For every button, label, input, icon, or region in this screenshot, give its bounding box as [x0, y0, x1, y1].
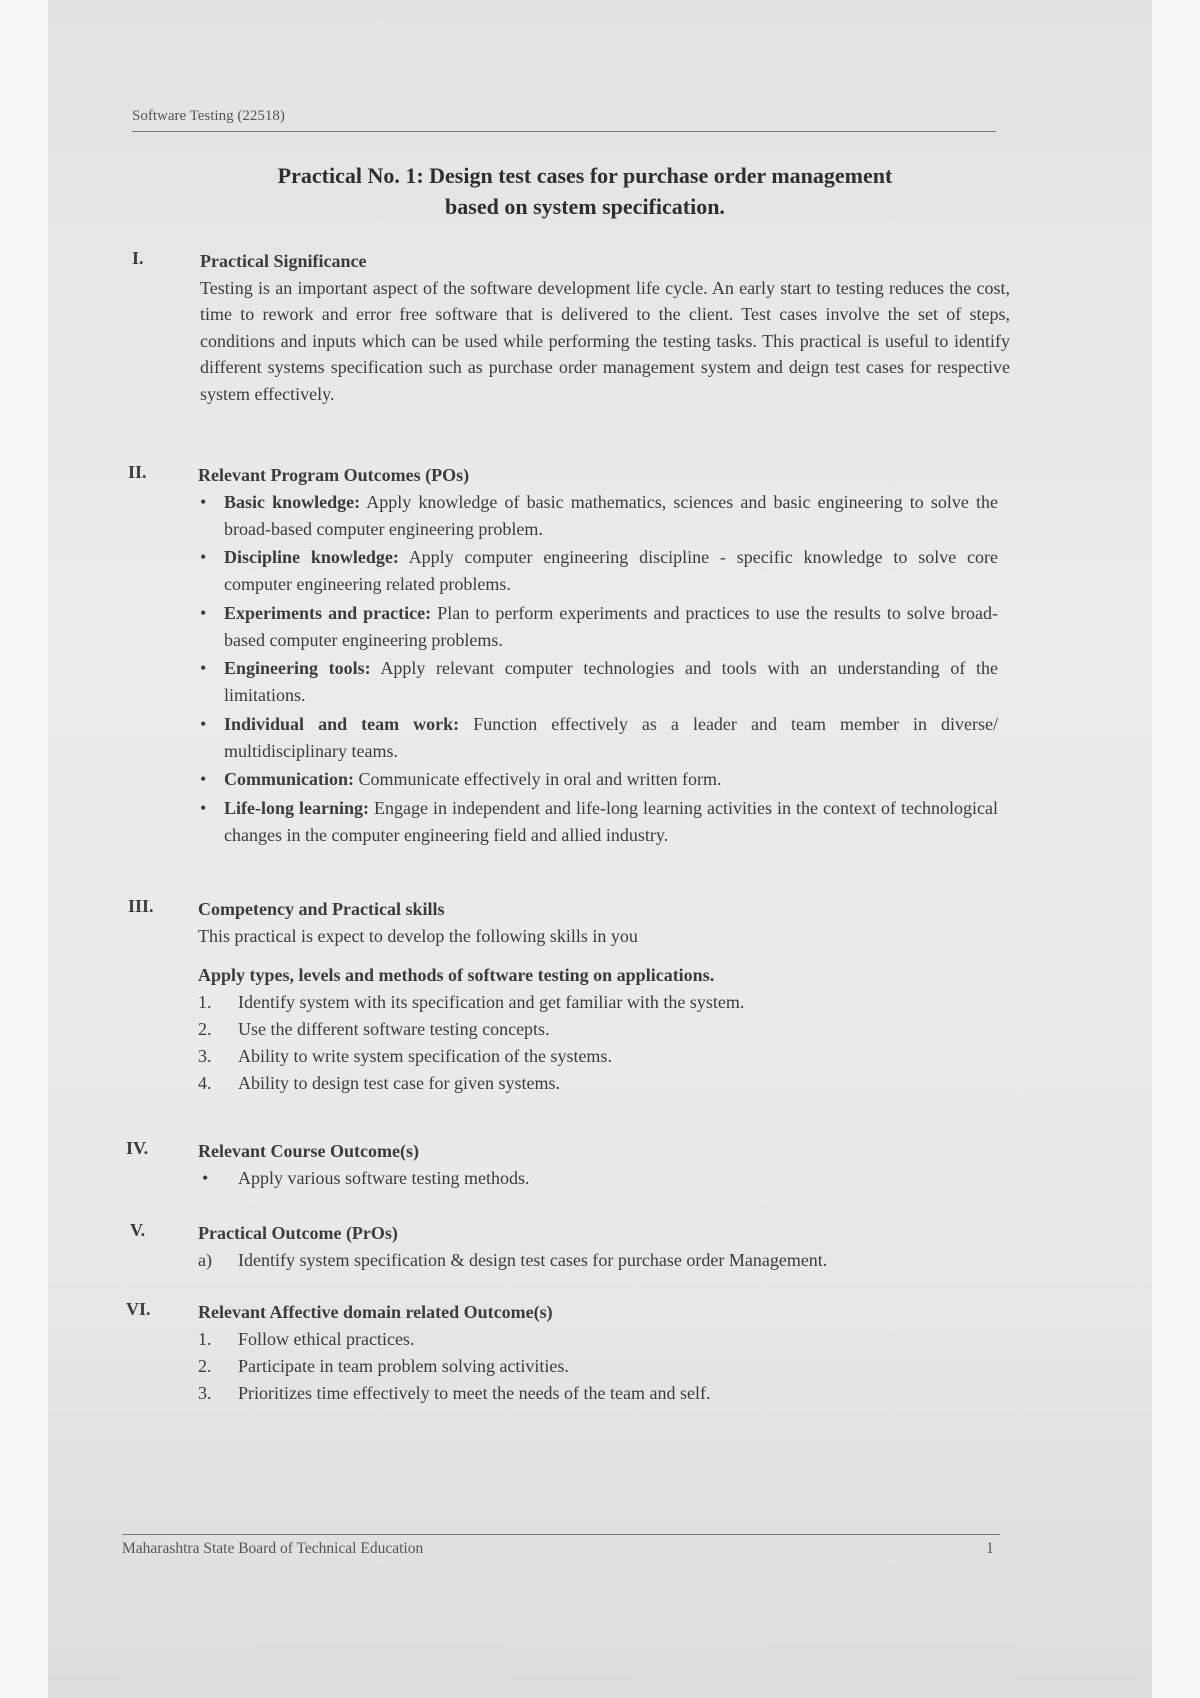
outcome-text: Plan to perform experiments and practices to use the results to solve broad-based computer engineering problems.: [224, 602, 998, 650]
outcome-term: Individual and team work:: [224, 713, 460, 734]
footer-page-number: 1: [986, 1540, 994, 1557]
outcome-term: Discipline knowledge:: [224, 547, 399, 567]
section-paragraph: Testing is an important aspect of the software development life cycle. An early start to testing reduces the cost, time to rework and error free software that is delivered to the client. Test cases involve the set of steps, conditions and inputs which can be used while performing the testing tasks. This practical is useful to identify different systems specification such as purchase order management system and deign test cases for respective system effectively.: [200, 277, 1010, 404]
list-item: [198, 655, 998, 709]
list-item: [198, 1016, 998, 1043]
outcome-text: Engage in independent and life-long learning activities in the context of technological changes in the computer engineering field and allied industry.: [224, 797, 998, 845]
item-number: 1.: [198, 1328, 212, 1349]
item-text: Follow ethical practices.: [238, 1328, 415, 1349]
outcome-term: Experiments and practice:: [224, 602, 432, 623]
section-number: VI.: [126, 1299, 151, 1319]
bullet-icon: •: [200, 658, 207, 678]
list-item: [198, 544, 998, 598]
running-header: Software Testing (22518): [132, 108, 285, 124]
list-item: [198, 1043, 998, 1070]
bullet-icon: •: [202, 1167, 209, 1188]
item-text: Apply various software testing methods.: [238, 1167, 530, 1188]
practical-outcomes-list: [198, 1247, 1013, 1274]
scan-margin-left: [0, 0, 48, 1698]
item-text: Identify system with its specification and get familiar with the system.: [238, 991, 745, 1012]
course-outcomes-list: [198, 1165, 998, 1192]
item-number: 2.: [198, 1355, 212, 1376]
skills-list: [198, 989, 998, 1097]
section-heading: Practical Significance: [200, 251, 367, 271]
section-heading: Practical Outcome (PrOs): [198, 1223, 398, 1243]
list-item: [198, 489, 998, 543]
list-item: [198, 989, 998, 1016]
affective-outcomes-list: [198, 1326, 998, 1407]
page-title: [150, 160, 1020, 222]
outcome-text: Apply knowledge of basic mathematics, sciences and basic engineering to solve the broad-based computer engineering problem.: [224, 491, 998, 539]
item-text: Use the different software testing concepts.: [238, 1018, 550, 1039]
list-item: [198, 1380, 998, 1407]
bullet-icon: •: [200, 713, 207, 734]
item-text: Identify system specification & design test cases for purchase order Management.: [238, 1249, 828, 1270]
item-number: 2.: [198, 1018, 212, 1039]
outcome-text: Function effectively as a leader and team member in diverse/ multidisciplinary teams.: [224, 713, 999, 761]
program-outcomes-list: [198, 489, 998, 849]
section-number: V.: [130, 1220, 146, 1240]
section-number: III.: [128, 896, 154, 916]
bullet-icon: •: [200, 797, 207, 818]
page-title-line-2: based on system specification.: [445, 194, 725, 219]
list-item: [198, 600, 998, 654]
list-item: [198, 1326, 998, 1353]
item-text: Ability to write system specification of the systems.: [238, 1045, 612, 1066]
list-item: [198, 795, 998, 849]
list-item: [198, 1247, 1013, 1274]
item-number: 3.: [198, 1382, 212, 1403]
section-intro: This practical is expect to develop the following skills in you: [198, 925, 638, 946]
section-heading: Relevant Affective domain related Outcome(s): [198, 1302, 553, 1322]
page-title-line-1: Practical No. 1: Design test cases for purchase order management: [277, 163, 893, 188]
section-heading: Relevant Program Outcomes (POs): [198, 465, 470, 485]
outcome-text: Communicate effectively in oral and written form.: [358, 769, 722, 789]
list-item: [198, 1165, 998, 1192]
list-item: [198, 711, 998, 765]
outcome-term: Life-long learning:: [224, 797, 370, 818]
bullet-icon: •: [200, 547, 207, 567]
bullet-icon: •: [200, 769, 207, 789]
bullet-icon: •: [200, 602, 207, 623]
section-number: I.: [132, 248, 144, 268]
outcome-term: Basic knowledge:: [224, 491, 361, 512]
section-heading: Relevant Course Outcome(s): [198, 1141, 419, 1161]
section-number: II.: [128, 462, 147, 482]
footer-publisher: Maharashtra State Board of Technical Education: [122, 1540, 424, 1557]
item-number: a): [198, 1249, 212, 1270]
footer-rule: [122, 1534, 1000, 1535]
outcome-term: Communication:: [224, 769, 354, 789]
bullet-icon: •: [200, 491, 207, 512]
item-text: Prioritizes time effectively to meet the needs of the team and self.: [238, 1382, 711, 1403]
section-heading: Competency and Practical skills: [198, 899, 445, 919]
item-number: 4.: [198, 1072, 212, 1093]
skills-subheading: Apply types, levels and methods of software testing on applications.: [198, 965, 715, 985]
list-item: [198, 1353, 998, 1380]
section-number: IV.: [126, 1138, 149, 1158]
outcome-text: Apply computer engineering discipline - specific knowledge to solve core computer engineering related problems.: [224, 547, 998, 594]
item-text: Participate in team problem solving activities.: [238, 1355, 569, 1376]
outcome-term: Engineering tools:: [224, 658, 371, 678]
list-item: [198, 1070, 998, 1097]
header-rule: [132, 131, 996, 132]
list-item: [198, 766, 998, 793]
outcome-text: Apply relevant computer technologies and tools with an understanding of the limitations.: [224, 658, 998, 705]
scan-margin-right: [1152, 0, 1200, 1698]
item-number: 3.: [198, 1045, 212, 1066]
item-number: 1.: [198, 991, 212, 1012]
item-text: Ability to design test case for given systems.: [238, 1072, 560, 1093]
